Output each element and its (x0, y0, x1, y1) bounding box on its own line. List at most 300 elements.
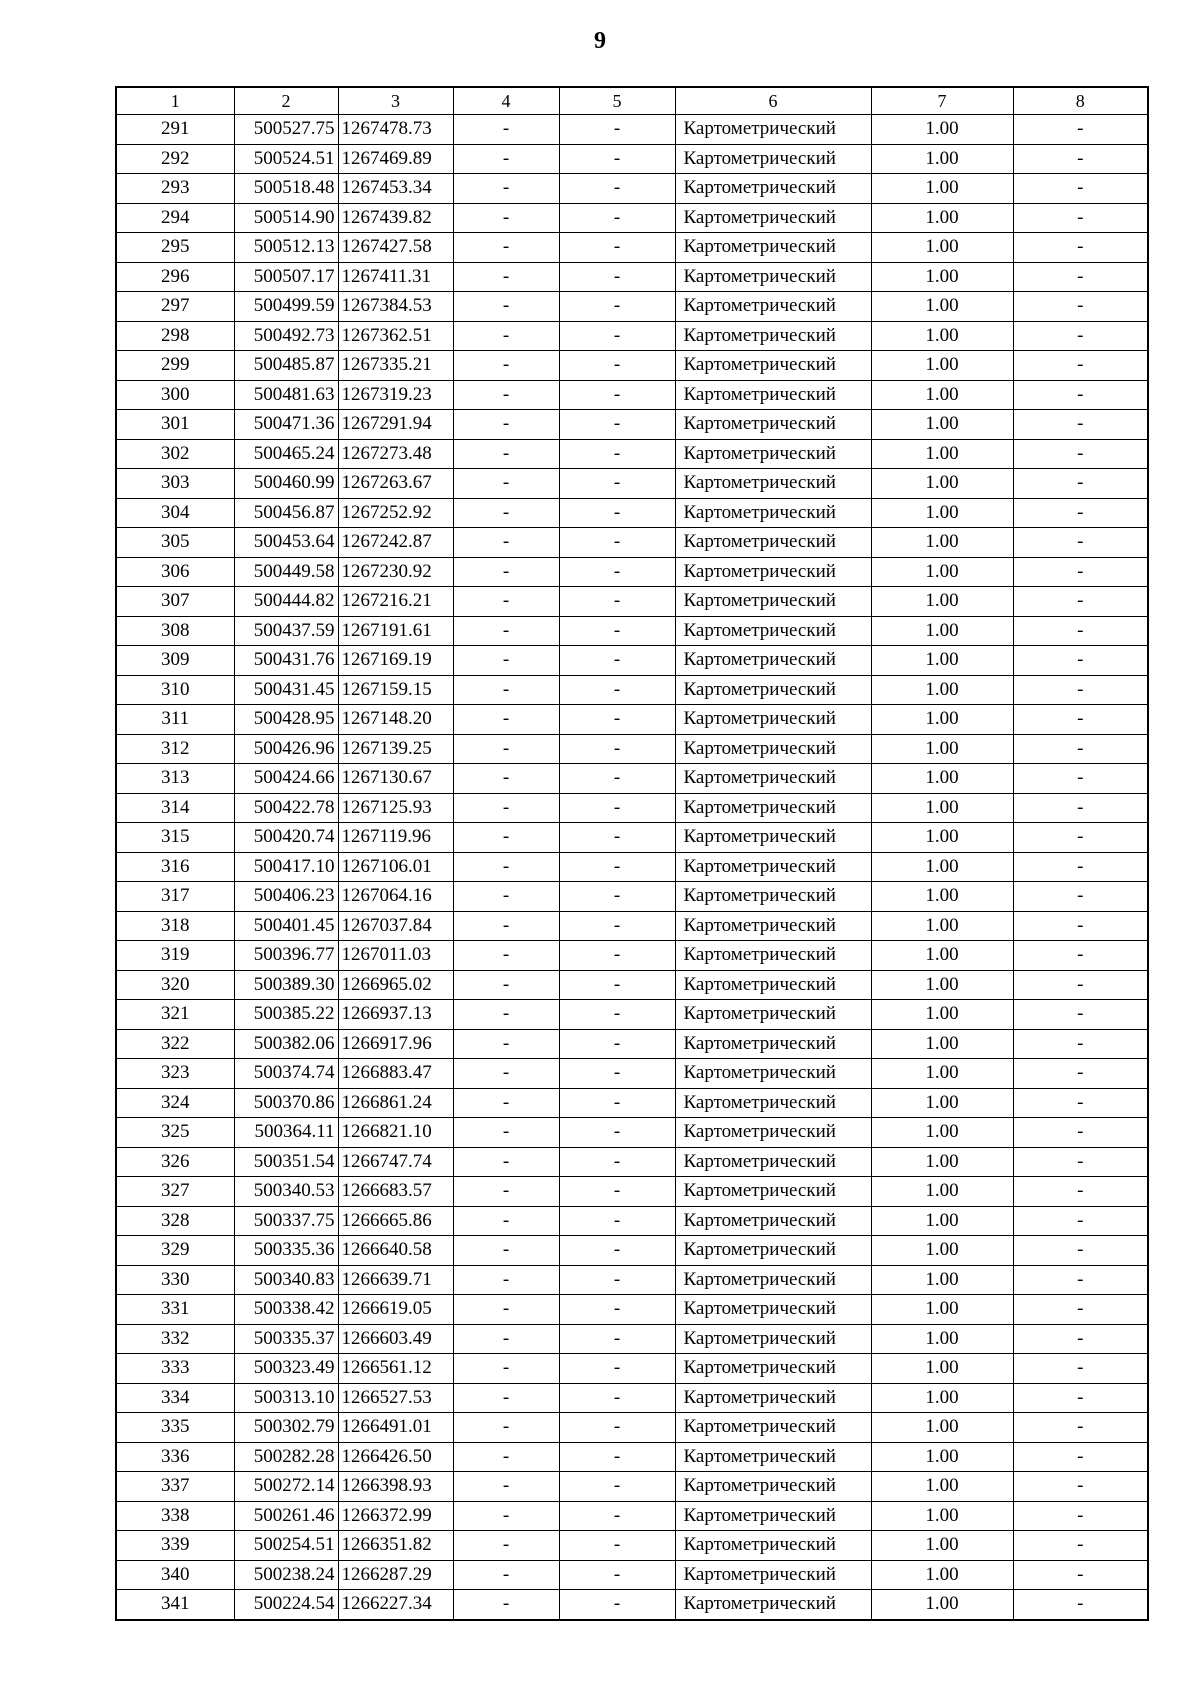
col4-cell: - (453, 439, 559, 469)
point-number-cell: 324 (116, 1088, 234, 1118)
x-coordinate-cell: 500302.79 (234, 1413, 338, 1443)
x-coordinate-cell: 500282.28 (234, 1442, 338, 1472)
method-cell: Картометрический (675, 1472, 871, 1502)
x-coordinate-cell: 500514.90 (234, 203, 338, 233)
y-coordinate-cell: 1266747.74 (338, 1147, 453, 1177)
x-coordinate-cell: 500337.75 (234, 1206, 338, 1236)
x-coordinate-cell: 500385.22 (234, 1000, 338, 1030)
col8-cell: - (1013, 852, 1148, 882)
point-number-cell: 292 (116, 144, 234, 174)
col4-cell: - (453, 1531, 559, 1561)
x-coordinate-cell: 500238.24 (234, 1560, 338, 1590)
col4-cell: - (453, 1088, 559, 1118)
y-coordinate-cell: 1266351.82 (338, 1531, 453, 1561)
col4-cell: - (453, 1265, 559, 1295)
method-cell: Картометрический (675, 321, 871, 351)
method-cell: Картометрический (675, 410, 871, 440)
col8-cell: - (1013, 1590, 1148, 1620)
y-coordinate-cell: 1267453.34 (338, 174, 453, 204)
method-cell: Картометрический (675, 911, 871, 941)
method-cell: Картометрический (675, 233, 871, 263)
y-coordinate-cell: 1266619.05 (338, 1295, 453, 1325)
col5-cell: - (559, 144, 675, 174)
method-cell: Картометрический (675, 528, 871, 558)
point-number-cell: 297 (116, 292, 234, 322)
header-cell: 2 (234, 87, 338, 115)
x-coordinate-cell: 500460.99 (234, 469, 338, 499)
y-coordinate-cell: 1266603.49 (338, 1324, 453, 1354)
point-number-cell: 323 (116, 1059, 234, 1089)
col5-cell: - (559, 587, 675, 617)
col5-cell: - (559, 646, 675, 676)
table-row (116, 705, 1148, 735)
method-cell: Картометрический (675, 970, 871, 1000)
method-cell: Картометрический (675, 793, 871, 823)
x-coordinate-cell: 500456.87 (234, 498, 338, 528)
x-coordinate-cell: 500389.30 (234, 970, 338, 1000)
col5-cell: - (559, 734, 675, 764)
col8-cell: - (1013, 1472, 1148, 1502)
point-number-cell: 314 (116, 793, 234, 823)
point-number-cell: 319 (116, 941, 234, 971)
accuracy-cell: 1.00 (871, 1501, 1013, 1531)
col5-cell: - (559, 1295, 675, 1325)
point-number-cell: 307 (116, 587, 234, 617)
table-row (116, 823, 1148, 853)
accuracy-cell: 1.00 (871, 705, 1013, 735)
col5-cell: - (559, 174, 675, 204)
x-coordinate-cell: 500422.78 (234, 793, 338, 823)
table-row (116, 321, 1148, 351)
table-row (116, 793, 1148, 823)
col5-cell: - (559, 1560, 675, 1590)
col8-cell: - (1013, 1383, 1148, 1413)
method-cell: Картометрический (675, 1413, 871, 1443)
point-number-cell: 331 (116, 1295, 234, 1325)
table-row (116, 1265, 1148, 1295)
x-coordinate-cell: 500444.82 (234, 587, 338, 617)
col4-cell: - (453, 557, 559, 587)
method-cell: Картометрический (675, 380, 871, 410)
col8-cell: - (1013, 911, 1148, 941)
method-cell: Картометрический (675, 823, 871, 853)
table-row (116, 557, 1148, 587)
point-number-cell: 310 (116, 675, 234, 705)
x-coordinate-cell: 500524.51 (234, 144, 338, 174)
table-row (116, 410, 1148, 440)
method-cell: Картометрический (675, 262, 871, 292)
table-row (116, 115, 1148, 145)
x-coordinate-cell: 500313.10 (234, 1383, 338, 1413)
method-cell: Картометрический (675, 203, 871, 233)
col8-cell: - (1013, 528, 1148, 558)
table-row (116, 174, 1148, 204)
col4-cell: - (453, 646, 559, 676)
col4-cell: - (453, 705, 559, 735)
x-coordinate-cell: 500420.74 (234, 823, 338, 853)
accuracy-cell: 1.00 (871, 970, 1013, 1000)
col5-cell: - (559, 203, 675, 233)
col4-cell: - (453, 911, 559, 941)
col8-cell: - (1013, 1236, 1148, 1266)
col8-cell: - (1013, 1354, 1148, 1384)
y-coordinate-cell: 1266883.47 (338, 1059, 453, 1089)
method-cell: Картометрический (675, 439, 871, 469)
y-coordinate-cell: 1267011.03 (338, 941, 453, 971)
col5-cell: - (559, 262, 675, 292)
col8-cell: - (1013, 410, 1148, 440)
y-coordinate-cell: 1266398.93 (338, 1472, 453, 1502)
method-cell: Картометрический (675, 1295, 871, 1325)
accuracy-cell: 1.00 (871, 1472, 1013, 1502)
col8-cell: - (1013, 1177, 1148, 1207)
table-row (116, 1501, 1148, 1531)
y-coordinate-cell: 1266491.01 (338, 1413, 453, 1443)
point-number-cell: 312 (116, 734, 234, 764)
y-coordinate-cell: 1266561.12 (338, 1354, 453, 1384)
table-row (116, 1147, 1148, 1177)
x-coordinate-cell: 500335.37 (234, 1324, 338, 1354)
col4-cell: - (453, 233, 559, 263)
accuracy-cell: 1.00 (871, 1118, 1013, 1148)
method-cell: Картометрический (675, 616, 871, 646)
col4-cell: - (453, 262, 559, 292)
col8-cell: - (1013, 203, 1148, 233)
col5-cell: - (559, 380, 675, 410)
coordinates-table (115, 86, 1149, 1621)
col4-cell: - (453, 292, 559, 322)
table-row (116, 233, 1148, 263)
col5-cell: - (559, 970, 675, 1000)
header-cell: 1 (116, 87, 234, 115)
col8-cell: - (1013, 292, 1148, 322)
col4-cell: - (453, 1177, 559, 1207)
col5-cell: - (559, 1354, 675, 1384)
table-header-row (116, 87, 1148, 115)
table-row (116, 203, 1148, 233)
point-number-cell: 316 (116, 852, 234, 882)
col5-cell: - (559, 705, 675, 735)
x-coordinate-cell: 500382.06 (234, 1029, 338, 1059)
x-coordinate-cell: 500485.87 (234, 351, 338, 381)
col8-cell: - (1013, 1324, 1148, 1354)
y-coordinate-cell: 1266640.58 (338, 1236, 453, 1266)
col5-cell: - (559, 557, 675, 587)
point-number-cell: 296 (116, 262, 234, 292)
point-number-cell: 327 (116, 1177, 234, 1207)
accuracy-cell: 1.00 (871, 410, 1013, 440)
accuracy-cell: 1.00 (871, 1147, 1013, 1177)
col5-cell: - (559, 233, 675, 263)
accuracy-cell: 1.00 (871, 882, 1013, 912)
point-number-cell: 304 (116, 498, 234, 528)
accuracy-cell: 1.00 (871, 1590, 1013, 1620)
col8-cell: - (1013, 1059, 1148, 1089)
method-cell: Картометрический (675, 764, 871, 794)
x-coordinate-cell: 500428.95 (234, 705, 338, 735)
x-coordinate-cell: 500481.63 (234, 380, 338, 410)
accuracy-cell: 1.00 (871, 852, 1013, 882)
accuracy-cell: 1.00 (871, 1059, 1013, 1089)
col8-cell: - (1013, 351, 1148, 381)
table-row (116, 1354, 1148, 1384)
col8-cell: - (1013, 1118, 1148, 1148)
table-row (116, 1029, 1148, 1059)
table-row (116, 1000, 1148, 1030)
col4-cell: - (453, 1442, 559, 1472)
accuracy-cell: 1.00 (871, 1088, 1013, 1118)
col4-cell: - (453, 469, 559, 499)
col8-cell: - (1013, 557, 1148, 587)
y-coordinate-cell: 1266861.24 (338, 1088, 453, 1118)
table-row (116, 351, 1148, 381)
table-row (116, 1383, 1148, 1413)
table-row (116, 439, 1148, 469)
col5-cell: - (559, 1147, 675, 1177)
col4-cell: - (453, 1295, 559, 1325)
y-coordinate-cell: 1266917.96 (338, 1029, 453, 1059)
table-row (116, 292, 1148, 322)
point-number-cell: 341 (116, 1590, 234, 1620)
col5-cell: - (559, 1265, 675, 1295)
col5-cell: - (559, 321, 675, 351)
accuracy-cell: 1.00 (871, 557, 1013, 587)
table-row (116, 764, 1148, 794)
table-row (116, 970, 1148, 1000)
col8-cell: - (1013, 646, 1148, 676)
method-cell: Картометрический (675, 1147, 871, 1177)
col8-cell: - (1013, 1413, 1148, 1443)
col4-cell: - (453, 1000, 559, 1030)
col8-cell: - (1013, 1206, 1148, 1236)
method-cell: Картометрический (675, 144, 871, 174)
y-coordinate-cell: 1267169.19 (338, 646, 453, 676)
accuracy-cell: 1.00 (871, 823, 1013, 853)
y-coordinate-cell: 1267362.51 (338, 321, 453, 351)
point-number-cell: 336 (116, 1442, 234, 1472)
header-cell: 6 (675, 87, 871, 115)
table-row (116, 1236, 1148, 1266)
point-number-cell: 325 (116, 1118, 234, 1148)
accuracy-cell: 1.00 (871, 439, 1013, 469)
accuracy-cell: 1.00 (871, 528, 1013, 558)
method-cell: Картометрический (675, 469, 871, 499)
y-coordinate-cell: 1267469.89 (338, 144, 453, 174)
x-coordinate-cell: 500426.96 (234, 734, 338, 764)
y-coordinate-cell: 1266527.53 (338, 1383, 453, 1413)
y-coordinate-cell: 1267242.87 (338, 528, 453, 558)
x-coordinate-cell: 500507.17 (234, 262, 338, 292)
method-cell: Картометрический (675, 1324, 871, 1354)
col4-cell: - (453, 852, 559, 882)
col4-cell: - (453, 1059, 559, 1089)
col5-cell: - (559, 1236, 675, 1266)
x-coordinate-cell: 500431.76 (234, 646, 338, 676)
col8-cell: - (1013, 823, 1148, 853)
point-number-cell: 315 (116, 823, 234, 853)
accuracy-cell: 1.00 (871, 1236, 1013, 1266)
table-row (116, 1295, 1148, 1325)
col4-cell: - (453, 410, 559, 440)
x-coordinate-cell: 500527.75 (234, 115, 338, 145)
col4-cell: - (453, 882, 559, 912)
method-cell: Картометрический (675, 1029, 871, 1059)
col4-cell: - (453, 1029, 559, 1059)
point-number-cell: 334 (116, 1383, 234, 1413)
page-number: 9 (594, 28, 606, 54)
table-row (116, 616, 1148, 646)
col5-cell: - (559, 469, 675, 499)
y-coordinate-cell: 1266683.57 (338, 1177, 453, 1207)
col5-cell: - (559, 1590, 675, 1620)
col4-cell: - (453, 1501, 559, 1531)
method-cell: Картометрический (675, 1059, 871, 1089)
col4-cell: - (453, 144, 559, 174)
y-coordinate-cell: 1267411.31 (338, 262, 453, 292)
col8-cell: - (1013, 941, 1148, 971)
col4-cell: - (453, 1383, 559, 1413)
x-coordinate-cell: 500335.36 (234, 1236, 338, 1266)
method-cell: Картометрический (675, 557, 871, 587)
y-coordinate-cell: 1267478.73 (338, 115, 453, 145)
method-cell: Картометрический (675, 705, 871, 735)
table-row (116, 380, 1148, 410)
col5-cell: - (559, 1472, 675, 1502)
col5-cell: - (559, 351, 675, 381)
accuracy-cell: 1.00 (871, 1442, 1013, 1472)
col5-cell: - (559, 1442, 675, 1472)
col8-cell: - (1013, 1088, 1148, 1118)
col5-cell: - (559, 1206, 675, 1236)
col8-cell: - (1013, 321, 1148, 351)
x-coordinate-cell: 500499.59 (234, 292, 338, 322)
col5-cell: - (559, 1000, 675, 1030)
table-row (116, 587, 1148, 617)
y-coordinate-cell: 1266821.10 (338, 1118, 453, 1148)
col8-cell: - (1013, 1265, 1148, 1295)
method-cell: Картометрический (675, 1560, 871, 1590)
col8-cell: - (1013, 734, 1148, 764)
point-number-cell: 291 (116, 115, 234, 145)
col8-cell: - (1013, 1442, 1148, 1472)
accuracy-cell: 1.00 (871, 1354, 1013, 1384)
table-row (116, 1059, 1148, 1089)
x-coordinate-cell: 500518.48 (234, 174, 338, 204)
table-row (116, 941, 1148, 971)
x-coordinate-cell: 500396.77 (234, 941, 338, 971)
col8-cell: - (1013, 1295, 1148, 1325)
table-row (116, 1088, 1148, 1118)
table-row (116, 1413, 1148, 1443)
col5-cell: - (559, 1118, 675, 1148)
col4-cell: - (453, 616, 559, 646)
y-coordinate-cell: 1266227.34 (338, 1590, 453, 1620)
method-cell: Картометрический (675, 1501, 871, 1531)
y-coordinate-cell: 1267159.15 (338, 675, 453, 705)
header-cell: 3 (338, 87, 453, 115)
accuracy-cell: 1.00 (871, 321, 1013, 351)
col8-cell: - (1013, 587, 1148, 617)
point-number-cell: 332 (116, 1324, 234, 1354)
point-number-cell: 308 (116, 616, 234, 646)
col8-cell: - (1013, 233, 1148, 263)
x-coordinate-cell: 500453.64 (234, 528, 338, 558)
col5-cell: - (559, 498, 675, 528)
x-coordinate-cell: 500424.66 (234, 764, 338, 794)
point-number-cell: 320 (116, 970, 234, 1000)
point-number-cell: 300 (116, 380, 234, 410)
col5-cell: - (559, 1059, 675, 1089)
accuracy-cell: 1.00 (871, 764, 1013, 794)
x-coordinate-cell: 500437.59 (234, 616, 338, 646)
point-number-cell: 329 (116, 1236, 234, 1266)
method-cell: Картометрический (675, 1354, 871, 1384)
point-number-cell: 298 (116, 321, 234, 351)
col4-cell: - (453, 1324, 559, 1354)
accuracy-cell: 1.00 (871, 1413, 1013, 1443)
accuracy-cell: 1.00 (871, 292, 1013, 322)
col4-cell: - (453, 115, 559, 145)
method-cell: Картометрический (675, 351, 871, 381)
method-cell: Картометрический (675, 174, 871, 204)
accuracy-cell: 1.00 (871, 1265, 1013, 1295)
accuracy-cell: 1.00 (871, 1295, 1013, 1325)
point-number-cell: 326 (116, 1147, 234, 1177)
col8-cell: - (1013, 498, 1148, 528)
accuracy-cell: 1.00 (871, 587, 1013, 617)
table-row (116, 1531, 1148, 1561)
col5-cell: - (559, 1531, 675, 1561)
y-coordinate-cell: 1267384.53 (338, 292, 453, 322)
col5-cell: - (559, 1177, 675, 1207)
x-coordinate-cell: 500340.53 (234, 1177, 338, 1207)
point-number-cell: 309 (116, 646, 234, 676)
col4-cell: - (453, 203, 559, 233)
y-coordinate-cell: 1266639.71 (338, 1265, 453, 1295)
accuracy-cell: 1.00 (871, 262, 1013, 292)
method-cell: Картометрический (675, 292, 871, 322)
method-cell: Картометрический (675, 1236, 871, 1266)
method-cell: Картометрический (675, 1000, 871, 1030)
col5-cell: - (559, 941, 675, 971)
y-coordinate-cell: 1267130.67 (338, 764, 453, 794)
accuracy-cell: 1.00 (871, 646, 1013, 676)
x-coordinate-cell: 500323.49 (234, 1354, 338, 1384)
x-coordinate-cell: 500492.73 (234, 321, 338, 351)
method-cell: Картометрический (675, 1177, 871, 1207)
y-coordinate-cell: 1267119.96 (338, 823, 453, 853)
y-coordinate-cell: 1267125.93 (338, 793, 453, 823)
col8-cell: - (1013, 380, 1148, 410)
point-number-cell: 322 (116, 1029, 234, 1059)
x-coordinate-cell: 500261.46 (234, 1501, 338, 1531)
table-row (116, 852, 1148, 882)
col5-cell: - (559, 1029, 675, 1059)
col4-cell: - (453, 1590, 559, 1620)
point-number-cell: 299 (116, 351, 234, 381)
table-row (116, 469, 1148, 499)
table-row (116, 1118, 1148, 1148)
col4-cell: - (453, 174, 559, 204)
col4-cell: - (453, 498, 559, 528)
accuracy-cell: 1.00 (871, 734, 1013, 764)
y-coordinate-cell: 1267335.21 (338, 351, 453, 381)
accuracy-cell: 1.00 (871, 941, 1013, 971)
x-coordinate-cell: 500254.51 (234, 1531, 338, 1561)
point-number-cell: 339 (116, 1531, 234, 1561)
col5-cell: - (559, 1501, 675, 1531)
y-coordinate-cell: 1267216.21 (338, 587, 453, 617)
